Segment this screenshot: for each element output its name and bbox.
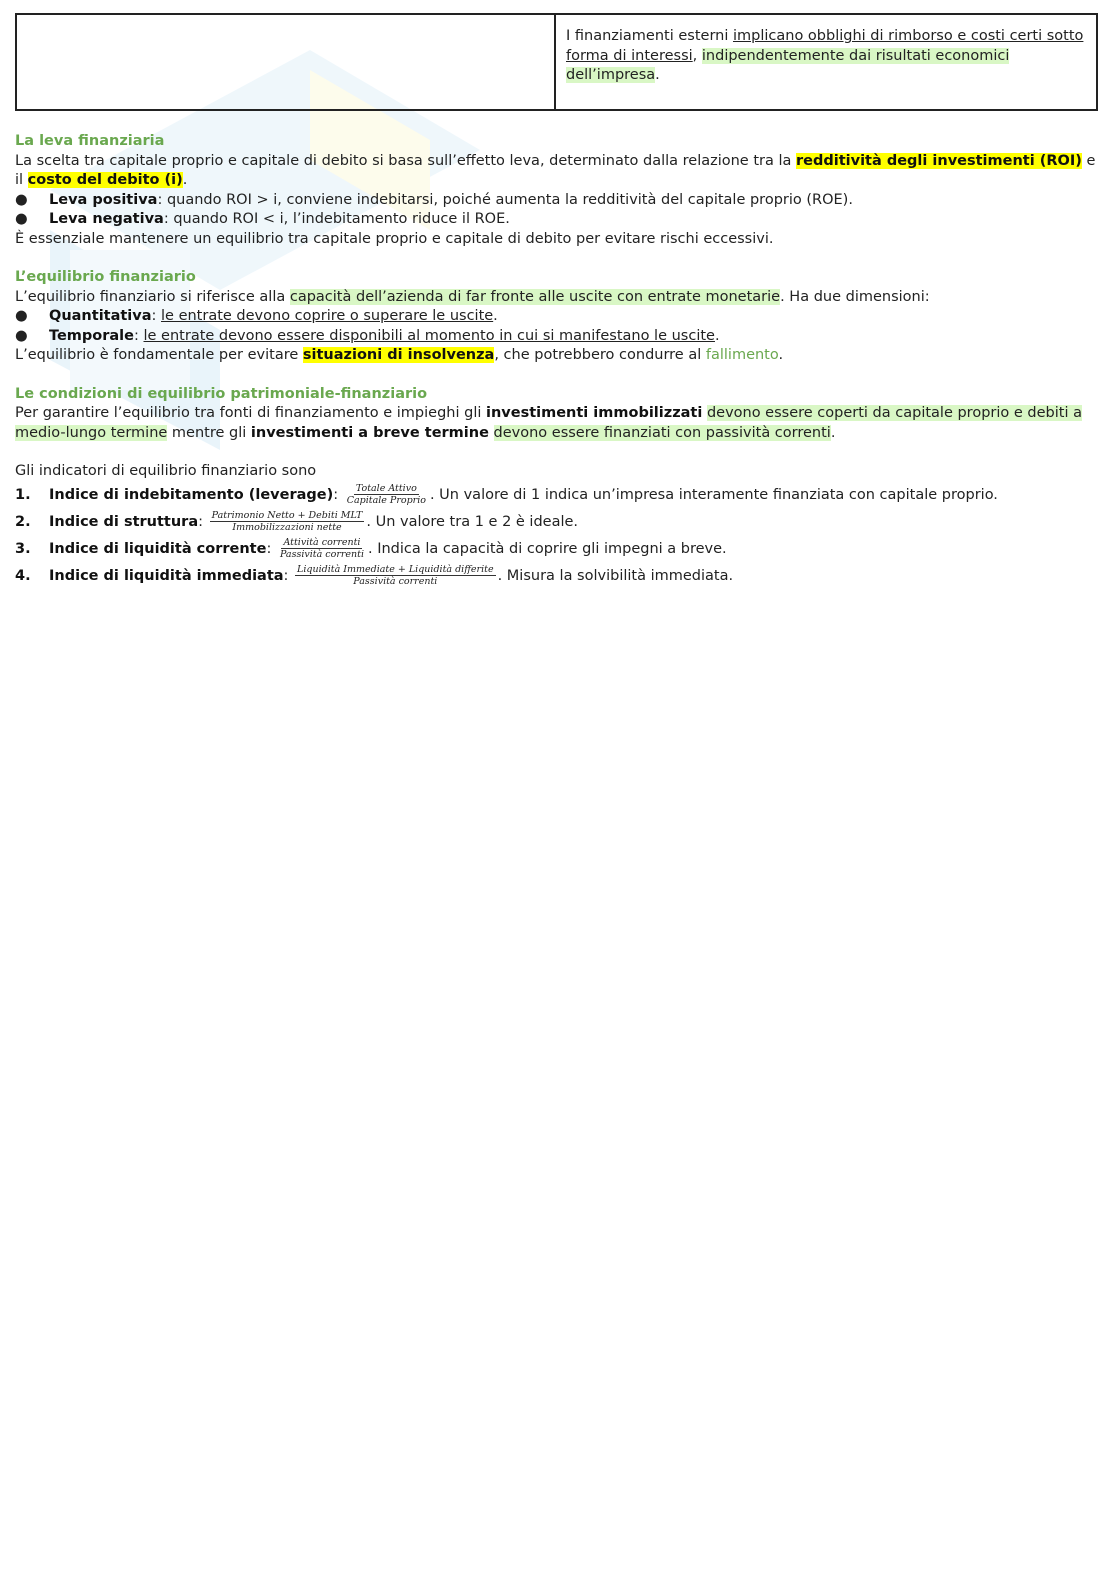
highlighted-term: costo del debito (i): [27, 172, 183, 188]
formula-fraction: [345, 483, 428, 506]
item-number: 2.: [15, 513, 31, 530]
text-span: La scelta tra capitale proprio e capitale di debito si basa sull’effetto leva, determinato dalla relazione tra la: [15, 152, 797, 169]
paragraph: Gli indicatori di equilibrio finanziario sono: [15, 463, 317, 479]
highlighted-text: devono essere coperti da capitale proprio e debiti a medio-lungo termine: [15, 405, 1082, 441]
underlined-text: le entrate devono coprire o superare le uscite: [161, 308, 494, 324]
green-term: fallimento: [705, 347, 779, 363]
text-span: :: [333, 486, 343, 503]
formula-numerator: Liquidità Immediate + Liquidità differite: [297, 564, 494, 575]
text-span: :: [151, 308, 162, 324]
bullet-icon: ●: [15, 327, 28, 344]
text-span: Per garantire l’equilibrio tra fonti di finanziamento e impieghi gli: [15, 405, 486, 421]
paragraph: [15, 152, 1098, 191]
bullet-icon: ●: [15, 211, 28, 227]
section-heading: L’equilibrio finanziario: [15, 269, 196, 285]
text-span: L’equilibrio è fondamentale per evitare: [15, 347, 303, 363]
item-label: Indice di liquidità corrente: [49, 540, 267, 557]
text-span: .: [778, 347, 784, 363]
formula-denominator: Immobilizzazioni nette: [232, 522, 342, 533]
formula-fraction: [210, 510, 365, 533]
highlighted-text: devono essere finanziati con passività correnti: [493, 424, 831, 441]
formula-fraction: [295, 564, 496, 587]
item-label: Indice di struttura: [49, 513, 199, 530]
text-span: :: [134, 327, 144, 344]
formula-denominator: Passività correnti: [279, 549, 364, 560]
text-span: .: [655, 67, 660, 83]
bullet-list: [15, 307, 1098, 346]
formula-numerator: Patrimonio Netto + Debiti MLT: [211, 510, 363, 521]
text-span: I finanziamenti esterni: [566, 28, 733, 44]
paragraph: [15, 404, 1098, 443]
list-item: [15, 210, 1098, 230]
paragraph: [15, 346, 1098, 366]
numbered-list: [15, 482, 1098, 590]
text-span: [489, 425, 494, 441]
bullet-icon: ●: [15, 308, 28, 324]
list-item: [15, 563, 1098, 590]
bullet-icon: ●: [15, 191, 28, 208]
text-span: .: [182, 172, 188, 188]
item-label: Leva positiva: [49, 191, 158, 208]
top-table: [15, 13, 1098, 111]
item-text: : quando ROI < i, l’indebitamento riduce il ROE.: [163, 211, 510, 227]
text-span: e il: [15, 152, 1096, 188]
section-equilibrio-finanziario: [15, 268, 1098, 366]
paragraph: È essenziale mantenere un equilibrio tra capitale proprio e capitale di debito per evitare rischi eccessivi.: [15, 230, 774, 247]
highlighted-term: redditività degli investimenti (ROI): [796, 152, 1082, 169]
item-label: Indice di indebitamento (leverage): [49, 486, 334, 503]
formula-fraction: [278, 537, 366, 560]
text-span: :: [266, 540, 276, 557]
section-heading: Le condizioni di equilibrio patrimoniale-finanziario: [15, 385, 428, 402]
item-number: 3.: [15, 540, 31, 557]
underlined-text: implicano obblighi di rimborso e costi certi sotto forma di interessi: [566, 28, 1084, 64]
item-number: 4.: [15, 567, 31, 584]
list-item: [15, 307, 1098, 327]
list-item: [15, 191, 1098, 211]
text-span: mentre gli: [167, 424, 251, 441]
item-label: Quantitativa: [49, 308, 152, 324]
paragraph: [15, 288, 1098, 308]
text-span: .: [830, 424, 836, 441]
document-page: [15, 13, 1098, 590]
text-span: .: [493, 308, 498, 324]
item-text: . Misura la solvibilità immediata.: [497, 567, 734, 584]
table-cell-finanziamenti-esterni: [555, 14, 1097, 110]
table-cell-empty: [16, 14, 555, 110]
bullet-list: [15, 191, 1098, 230]
item-label: Leva negativa: [49, 211, 164, 227]
item-text: . Un valore di 1 indica un’impresa interamente finanziata con capitale proprio.: [429, 486, 998, 503]
highlighted-term: situazioni di insolvenza: [302, 347, 495, 363]
formula-denominator: Capitale Proprio: [346, 495, 426, 506]
text-span: . Ha due dimensioni:: [780, 288, 930, 305]
text-span: ,: [692, 47, 702, 64]
item-label: Temporale: [49, 327, 134, 344]
item-text: . Un valore tra 1 e 2 è ideale.: [366, 513, 579, 530]
text-span: :: [198, 513, 208, 530]
highlighted-text: indipendentemente dai risultati economici dell’impresa: [566, 47, 1010, 83]
section-leva-finanziaria: [15, 132, 1098, 249]
highlighted-text: capacità dell’azienda di far fronte alle uscite con entrate monetarie: [289, 288, 781, 305]
bold-term: investimenti a breve termine: [250, 424, 489, 441]
underlined-text: le entrate devono essere disponibili al momento in cui si manifestano le uscite: [143, 327, 715, 344]
text-span: L’equilibrio finanziario si riferisce alla: [15, 288, 290, 305]
formula-denominator: Passività correnti: [353, 576, 438, 587]
item-text: : quando ROI > i, conviene indebitarsi, poiché aumenta la redditività del capitale proprio (ROE).: [157, 191, 853, 208]
text-span: :: [283, 567, 294, 584]
bold-term: investimenti immobilizzati: [485, 405, 703, 421]
item-number: 1.: [15, 486, 31, 503]
section-condizioni-equilibrio: [15, 385, 1098, 444]
list-item: [15, 536, 1098, 563]
text-span: .: [714, 327, 720, 344]
list-item: [15, 482, 1098, 509]
item-label: Indice di liquidità immediata: [49, 567, 284, 584]
section-heading: La leva finanziaria: [15, 133, 165, 149]
text-span: , che potrebbero condurre al: [494, 347, 706, 363]
list-item: [15, 327, 1098, 347]
formula-numerator: Attività correnti: [283, 537, 361, 548]
item-text: . Indica la capacità di coprire gli impegni a breve.: [368, 540, 727, 557]
formula-numerator: Totale Attivo: [355, 483, 417, 494]
section-indicatori: [15, 462, 1098, 590]
list-item: [15, 509, 1098, 536]
